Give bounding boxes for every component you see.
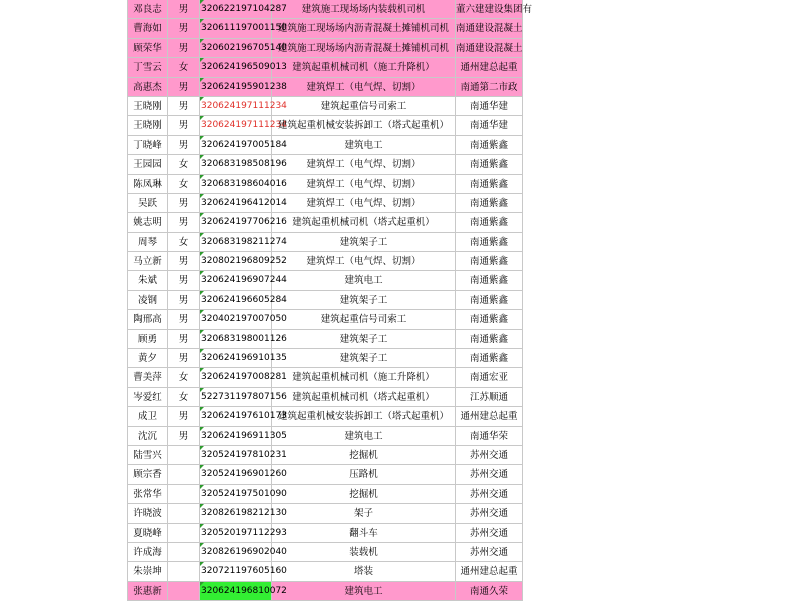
organization-cell[interactable]: 南通华荣 bbox=[456, 427, 523, 445]
gender-cell[interactable]: 女 bbox=[168, 388, 200, 406]
job-type-cell[interactable]: 建筑电工 bbox=[272, 582, 456, 600]
id-number-cell[interactable]: 320624197005184 bbox=[200, 136, 272, 154]
job-type-cell[interactable]: 建筑焊工（电气焊、切割） bbox=[272, 175, 456, 193]
name-cell[interactable]: 陶邢高 bbox=[127, 310, 168, 328]
table-row bbox=[127, 116, 523, 135]
job-type-cell[interactable]: 建筑起重机械司机（施工升降机） bbox=[272, 58, 456, 76]
gender-cell[interactable]: 男 bbox=[168, 194, 200, 212]
error-indicator-icon bbox=[200, 136, 204, 140]
error-indicator-icon bbox=[200, 97, 204, 101]
gender-cell[interactable]: 男 bbox=[168, 136, 200, 154]
table-row bbox=[127, 310, 523, 329]
gender-cell[interactable]: 男 bbox=[168, 310, 200, 328]
gender-cell[interactable] bbox=[168, 543, 200, 561]
name-cell[interactable]: 沈沉 bbox=[127, 427, 168, 445]
id-number-cell[interactable]: 320683198604016 bbox=[200, 175, 272, 193]
error-indicator-icon bbox=[200, 543, 204, 547]
name-cell[interactable]: 姚志明 bbox=[127, 213, 168, 231]
organization-cell[interactable]: 南通建设混凝土 bbox=[456, 19, 523, 37]
name-cell[interactable]: 吴跃 bbox=[127, 194, 168, 212]
table-row bbox=[127, 0, 533, 19]
error-indicator-icon bbox=[200, 252, 204, 256]
gender-cell[interactable] bbox=[168, 582, 200, 600]
table-row bbox=[127, 446, 523, 465]
table-row bbox=[127, 58, 523, 77]
gender-cell[interactable]: 女 bbox=[168, 175, 200, 193]
gender-cell[interactable]: 男 bbox=[168, 97, 200, 115]
gender-cell[interactable]: 男 bbox=[168, 0, 200, 18]
id-number-cell[interactable]: 320524196901260 bbox=[200, 465, 272, 483]
name-cell[interactable]: 凌钢 bbox=[127, 291, 168, 309]
name-cell[interactable]: 王园园 bbox=[127, 155, 168, 173]
gender-cell[interactable]: 男 bbox=[168, 19, 200, 37]
organization-cell[interactable]: 南通紫鑫 bbox=[456, 175, 523, 193]
job-type-cell[interactable]: 建筑起重信号司索工 bbox=[272, 97, 456, 115]
id-number-cell[interactable]: 320624197111234 bbox=[200, 97, 272, 115]
error-indicator-icon bbox=[200, 233, 204, 237]
organization-cell[interactable]: 苏州交通 bbox=[456, 504, 523, 522]
id-number-cell[interactable]: 320622197104287 bbox=[200, 0, 272, 18]
gender-cell[interactable]: 男 bbox=[168, 349, 200, 367]
job-type-cell[interactable]: 架子 bbox=[272, 504, 456, 522]
organization-cell[interactable]: 南通紫鑫 bbox=[456, 271, 523, 289]
organization-cell[interactable]: 苏州交通 bbox=[456, 543, 523, 561]
error-indicator-icon bbox=[200, 39, 204, 43]
error-indicator-icon bbox=[200, 524, 204, 528]
id-number-cell[interactable]: 320524197501090 bbox=[200, 485, 272, 503]
table-row bbox=[127, 465, 523, 484]
error-indicator-icon bbox=[200, 582, 204, 586]
table-row bbox=[127, 39, 523, 58]
job-type-cell[interactable]: 翻斗车 bbox=[272, 524, 456, 542]
table-row bbox=[127, 485, 523, 504]
gender-cell[interactable] bbox=[168, 504, 200, 522]
organization-cell[interactable]: 南通久荣 bbox=[456, 582, 523, 600]
name-cell[interactable]: 丁晓峰 bbox=[127, 136, 168, 154]
organization-cell[interactable]: 南通紫鑫 bbox=[456, 252, 523, 270]
job-type-cell[interactable]: 建筑架子工 bbox=[272, 233, 456, 251]
error-indicator-icon bbox=[200, 175, 204, 179]
table-row bbox=[127, 252, 523, 271]
error-indicator-icon bbox=[200, 388, 204, 392]
job-type-cell[interactable]: 建筑架子工 bbox=[272, 330, 456, 348]
name-cell[interactable]: 王晓刚 bbox=[127, 97, 168, 115]
job-type-cell[interactable]: 塔装 bbox=[272, 562, 456, 580]
job-type-cell[interactable]: 建筑焊工（电气焊、切割） bbox=[272, 78, 456, 96]
error-indicator-icon bbox=[200, 58, 204, 62]
id-number-cell[interactable]: 320624196412014 bbox=[200, 194, 272, 212]
table-row bbox=[127, 543, 523, 562]
id-number-cell[interactable]: 320624195901238 bbox=[200, 78, 272, 96]
spreadsheet-grid bbox=[127, 0, 533, 601]
job-type-cell[interactable]: 建筑起重机械安装拆卸工（塔式起重机） bbox=[272, 116, 456, 134]
table-row bbox=[127, 582, 523, 601]
name-cell[interactable]: 朱崇坤 bbox=[127, 562, 168, 580]
name-cell[interactable]: 夏晓峰 bbox=[127, 524, 168, 542]
id-number-cell[interactable]: 320683198001126 bbox=[200, 330, 272, 348]
error-indicator-icon bbox=[200, 19, 204, 23]
organization-cell[interactable]: 南通紫鑫 bbox=[456, 213, 523, 231]
table-row bbox=[127, 213, 523, 232]
job-type-cell[interactable]: 建筑焊工（电气焊、切割） bbox=[272, 194, 456, 212]
job-type-cell[interactable]: 建筑起重机械司机（施工升降机） bbox=[272, 368, 456, 386]
job-type-cell[interactable]: 建筑起重机械司机（塔式起重机） bbox=[272, 213, 456, 231]
gender-cell[interactable] bbox=[168, 446, 200, 464]
job-type-cell[interactable]: 建筑施工现场场内沥青混凝土摊铺机司机 bbox=[272, 39, 456, 57]
error-indicator-icon bbox=[200, 465, 204, 469]
id-number-cell[interactable]: 320520197112293 bbox=[200, 524, 272, 542]
job-type-cell[interactable]: 建筑起重机械安装拆卸工（塔式起重机） bbox=[272, 407, 456, 425]
id-number-cell[interactable]: 320611197001150 bbox=[200, 19, 272, 37]
error-indicator-icon bbox=[200, 271, 204, 275]
id-number-cell[interactable]: 320624197610173 bbox=[200, 407, 272, 425]
gender-cell[interactable]: 男 bbox=[168, 252, 200, 270]
id-number-cell[interactable]: 320624197111234 bbox=[200, 116, 272, 134]
name-cell[interactable]: 丁雪云 bbox=[127, 58, 168, 76]
table-row bbox=[127, 407, 523, 426]
organization-cell[interactable]: 南通紫鑫 bbox=[456, 194, 523, 212]
error-indicator-icon bbox=[200, 446, 204, 450]
job-type-cell[interactable]: 建筑焊工（电气焊、切割） bbox=[272, 252, 456, 270]
job-type-cell[interactable]: 装载机 bbox=[272, 543, 456, 561]
gender-cell[interactable]: 男 bbox=[168, 213, 200, 231]
error-indicator-icon bbox=[200, 310, 204, 314]
table-row bbox=[127, 175, 523, 194]
table-row bbox=[127, 368, 523, 387]
organization-cell[interactable]: 南通华建 bbox=[456, 97, 523, 115]
name-cell[interactable]: 岑爱红 bbox=[127, 388, 168, 406]
id-number-cell[interactable]: 320624196810072 bbox=[200, 582, 272, 600]
table-row bbox=[127, 136, 523, 155]
job-type-cell[interactable]: 建筑施工现场场内装载机司机 bbox=[272, 0, 456, 18]
error-indicator-icon bbox=[200, 562, 204, 566]
job-type-cell[interactable]: 建筑起重信号司索工 bbox=[272, 310, 456, 328]
table-row bbox=[127, 19, 523, 38]
gender-cell[interactable]: 男 bbox=[168, 116, 200, 134]
id-number-cell[interactable]: 320624197706216 bbox=[200, 213, 272, 231]
organization-cell[interactable]: 苏州交通 bbox=[456, 524, 523, 542]
error-indicator-icon bbox=[200, 291, 204, 295]
gender-cell[interactable]: 男 bbox=[168, 330, 200, 348]
table-row bbox=[127, 427, 523, 446]
gender-cell[interactable] bbox=[168, 465, 200, 483]
gender-cell[interactable]: 女 bbox=[168, 155, 200, 173]
organization-cell[interactable]: 南通建设混凝土 bbox=[456, 39, 523, 57]
id-number-cell[interactable]: 320826198212130 bbox=[200, 504, 272, 522]
job-type-cell[interactable]: 建筑电工 bbox=[272, 136, 456, 154]
id-number-cell[interactable]: 320624196911305 bbox=[200, 427, 272, 445]
organization-cell[interactable]: 南通紫鑫 bbox=[456, 310, 523, 328]
id-number-cell[interactable]: 320524197810231 bbox=[200, 446, 272, 464]
error-indicator-icon bbox=[200, 330, 204, 334]
name-cell[interactable]: 高惠杰 bbox=[127, 78, 168, 96]
table-row bbox=[127, 349, 523, 368]
table-row bbox=[127, 562, 523, 581]
gender-cell[interactable]: 女 bbox=[168, 233, 200, 251]
error-indicator-icon bbox=[200, 116, 204, 120]
table-row bbox=[127, 291, 523, 310]
job-type-cell[interactable]: 挖掘机 bbox=[272, 446, 456, 464]
table-row bbox=[127, 330, 523, 349]
name-cell[interactable]: 成卫 bbox=[127, 407, 168, 425]
name-cell[interactable]: 马立新 bbox=[127, 252, 168, 270]
organization-cell[interactable]: 南通第二市政 bbox=[456, 78, 523, 96]
organization-cell[interactable]: 南通紫鑫 bbox=[456, 233, 523, 251]
table-row bbox=[127, 388, 523, 407]
organization-cell[interactable]: 南通紫鑫 bbox=[456, 349, 523, 367]
job-type-cell[interactable]: 建筑电工 bbox=[272, 427, 456, 445]
table-row bbox=[127, 271, 523, 290]
gender-cell[interactable] bbox=[168, 562, 200, 580]
job-type-cell[interactable]: 压路机 bbox=[272, 465, 456, 483]
error-indicator-icon bbox=[200, 349, 204, 353]
name-cell[interactable]: 许晓波 bbox=[127, 504, 168, 522]
error-indicator-icon bbox=[200, 485, 204, 489]
organization-cell[interactable]: 南通紫鑫 bbox=[456, 136, 523, 154]
gender-cell[interactable]: 女 bbox=[168, 368, 200, 386]
job-type-cell[interactable]: 挖掘机 bbox=[272, 485, 456, 503]
name-cell[interactable]: 朱斌 bbox=[127, 271, 168, 289]
error-indicator-icon bbox=[200, 194, 204, 198]
organization-cell[interactable]: 南通紫鑫 bbox=[456, 330, 523, 348]
name-cell[interactable]: 王晓刚 bbox=[127, 116, 168, 134]
table-row bbox=[127, 155, 523, 174]
name-cell[interactable]: 周琴 bbox=[127, 233, 168, 251]
id-number-cell[interactable]: 320402197007050 bbox=[200, 310, 272, 328]
id-number-cell[interactable]: 320624196509013 bbox=[200, 58, 272, 76]
job-type-cell[interactable]: 建筑起重机械司机（塔式起重机） bbox=[272, 388, 456, 406]
table-row bbox=[127, 194, 523, 213]
organization-cell[interactable]: 南通宏亚 bbox=[456, 368, 523, 386]
job-type-cell[interactable]: 建筑施工现场场内沥青混凝土摊铺机司机 bbox=[272, 19, 456, 37]
organization-cell[interactable]: 苏州交通 bbox=[456, 485, 523, 503]
name-cell[interactable]: 许成海 bbox=[127, 543, 168, 561]
name-cell[interactable]: 黄夕 bbox=[127, 349, 168, 367]
organization-cell[interactable]: 江苏顺通 bbox=[456, 388, 523, 406]
job-type-cell[interactable]: 建筑电工 bbox=[272, 271, 456, 289]
error-indicator-icon bbox=[200, 427, 204, 431]
organization-cell[interactable]: 南通紫鑫 bbox=[456, 291, 523, 309]
id-number-cell[interactable]: 320602196705140 bbox=[200, 39, 272, 57]
id-number-cell[interactable]: 320624196907244 bbox=[200, 271, 272, 289]
job-type-cell[interactable]: 建筑架子工 bbox=[272, 291, 456, 309]
gender-cell[interactable]: 男 bbox=[168, 291, 200, 309]
name-cell[interactable]: 曹海如 bbox=[127, 19, 168, 37]
gender-cell[interactable]: 男 bbox=[168, 427, 200, 445]
error-indicator-icon bbox=[200, 0, 204, 4]
name-cell[interactable]: 邓良志 bbox=[127, 0, 168, 18]
gender-cell[interactable]: 男 bbox=[168, 271, 200, 289]
job-type-cell[interactable]: 建筑架子工 bbox=[272, 349, 456, 367]
gender-cell[interactable]: 男 bbox=[168, 407, 200, 425]
organization-cell[interactable]: 董六建建设集团有 bbox=[456, 0, 523, 18]
error-indicator-icon bbox=[200, 213, 204, 217]
id-number-cell[interactable]: 320721197605160 bbox=[200, 562, 272, 580]
error-indicator-icon bbox=[200, 78, 204, 82]
name-cell[interactable]: 张常华 bbox=[127, 485, 168, 503]
table-row bbox=[127, 524, 523, 543]
table-row bbox=[127, 504, 523, 523]
error-indicator-icon bbox=[200, 155, 204, 159]
id-number-cell[interactable]: 320683198211274 bbox=[200, 233, 272, 251]
organization-cell[interactable]: 苏州交通 bbox=[456, 446, 523, 464]
gender-cell[interactable]: 女 bbox=[168, 58, 200, 76]
name-cell[interactable]: 顾宗香 bbox=[127, 465, 168, 483]
id-number-cell[interactable]: 320624197008281 bbox=[200, 368, 272, 386]
organization-cell[interactable]: 通州建总起重 bbox=[456, 58, 523, 76]
gender-cell[interactable]: 男 bbox=[168, 39, 200, 57]
organization-cell[interactable]: 通州建总起重 bbox=[456, 562, 523, 580]
gender-cell[interactable] bbox=[168, 524, 200, 542]
organization-cell[interactable]: 通州建总起重 bbox=[456, 407, 523, 425]
id-number-cell[interactable]: 522731197807156 bbox=[200, 388, 272, 406]
table-row bbox=[127, 233, 523, 252]
error-indicator-icon bbox=[200, 368, 204, 372]
table-row bbox=[127, 78, 523, 97]
name-cell[interactable]: 陈凤琳 bbox=[127, 175, 168, 193]
id-number-cell[interactable]: 320802196809252 bbox=[200, 252, 272, 270]
id-number-cell[interactable]: 320624196910135 bbox=[200, 349, 272, 367]
job-type-cell[interactable]: 建筑焊工（电气焊、切割） bbox=[272, 155, 456, 173]
organization-cell[interactable]: 南通紫鑫 bbox=[456, 155, 523, 173]
error-indicator-icon bbox=[200, 504, 204, 508]
organization-cell[interactable]: 南通华建 bbox=[456, 116, 523, 134]
name-cell[interactable]: 曹美萍 bbox=[127, 368, 168, 386]
organization-cell[interactable]: 苏州交通 bbox=[456, 465, 523, 483]
gender-cell[interactable]: 男 bbox=[168, 78, 200, 96]
id-number-cell[interactable]: 320683198508196 bbox=[200, 155, 272, 173]
id-number-cell[interactable]: 320624196605284 bbox=[200, 291, 272, 309]
name-cell[interactable]: 陆雪兴 bbox=[127, 446, 168, 464]
name-cell[interactable]: 顾勇 bbox=[127, 330, 168, 348]
name-cell[interactable]: 顾荣华 bbox=[127, 39, 168, 57]
error-indicator-icon bbox=[200, 407, 204, 411]
table-row bbox=[127, 97, 523, 116]
id-number-cell[interactable]: 320826196902040 bbox=[200, 543, 272, 561]
name-cell[interactable]: 张惠新 bbox=[127, 582, 168, 600]
gender-cell[interactable] bbox=[168, 485, 200, 503]
